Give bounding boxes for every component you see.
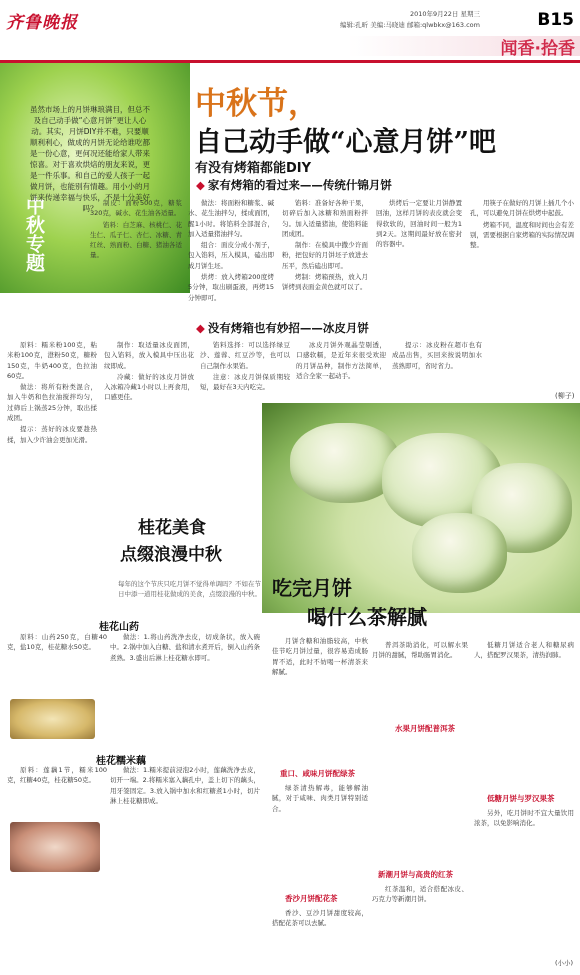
- paragraph: 做法：将面粉和糖浆、碱水、花生油拌匀，揉成面团，醒1小时。将馅料全部混合，加入适量猪油拌匀。: [188, 199, 274, 238]
- section-a-col4: [376, 198, 462, 318]
- lotus-root-photo: [10, 822, 100, 872]
- tea-title-line1: 吃完月饼: [272, 576, 352, 600]
- recipe1-steps: [110, 632, 260, 742]
- tea-head-puer: 水果月饼配普洱茶: [395, 724, 455, 733]
- newspaper-logo: 齐鲁晚报: [6, 13, 78, 33]
- page-number: B15: [500, 10, 574, 32]
- mooncake-icon: [412, 513, 507, 593]
- paragraph: 提示：蒸好的冰皮要趁热揉，加入少许油会更加光滑。: [7, 425, 97, 444]
- paragraph: 制作：在模具中撒少许面粉，把包好的月饼坯子放进去压平，然后磕出即可。: [282, 241, 368, 270]
- issue-staff: 编辑:孔昕 美编:马晓迪 邮箱:qlwbkx@163.com: [339, 21, 480, 29]
- tea-title-line2: 喝什么茶解腻: [307, 605, 427, 629]
- recipe1-title: 桂花山药: [99, 622, 139, 633]
- paragraph: 烤箱不同，温度和时间也会有差别，需要根据自家烤箱的实际情况调整。: [470, 220, 574, 250]
- osmanthus-title-line2: 点缀浪漫中秋: [120, 545, 222, 565]
- recipe2-steps: [110, 765, 260, 955]
- paragraph: 做法：1.将山药洗净去皮，切成条状，放入碗中。2.锅中加入白糖、盐和清水煮开后，倒入山药条煮熟。3.盛出后淋上桂花糖水即可。: [110, 633, 260, 662]
- recipe1-ingredients: [7, 632, 107, 702]
- paragraph: 原料：糯米粉100克，粘米粉100克，澄粉50克，糖粉150克，牛奶400克，色拉油60克。: [7, 341, 97, 380]
- paragraph: 用筷子在做好的月饼上插几个小孔，可以避免月饼在烘烤中起鼓。: [470, 199, 574, 218]
- paragraph: 制皮：面粉500克，糖浆320克，碱水、花生油各适量。: [90, 199, 182, 218]
- issue-meta: [180, 9, 480, 31]
- section-b-col3: [200, 340, 290, 400]
- paragraph: 馅料：白芝麻、核桃仁、花生仁、瓜子仁、杏仁、冰糖、青红丝、熟面粉、白糖、猪油各适量。: [90, 220, 182, 260]
- paragraph: 馅料选择：可以选择绿豆沙、莲蓉、红豆沙等，也可以自己制作水果馅。: [200, 341, 290, 370]
- tea-col1b: [272, 908, 368, 958]
- paragraph: 馅料：准备好各种干果，切碎后加入冰糖和熟面粉拌匀。加入适量猪油，使馅料能团成团。: [282, 199, 368, 238]
- paragraph: 制作：取适量冰皮面团，包入馅料，放入模具中压出花纹即成。: [104, 341, 194, 370]
- section-b-col5: [392, 340, 482, 400]
- section-a-col5: [470, 198, 574, 318]
- paragraph: 烘烤后一定要让月饼静置回油，这样月饼的表皮就会变得软软的，回油时间一般为1到2天。这期间最好放在密封的容器中。: [376, 199, 462, 249]
- yam-dish-photo: [10, 699, 95, 739]
- hero-intro: 虽然市场上的月饼琳琅满目，但总不及自己动手做“心意月饼”更让人心动。其实，月饼DIY并不难，只要顺顺利利心，做成的月饼无论给谁吃都是一份心意，更何况还能给家人带来惊喜。对于喜欢烘焙的朋友来说，更是一件乐事。和自己的爱人孩子一起做月饼，也能别有情趣。用小小的月饼来传递幸福与快乐，不是十分美好吗？: [30, 105, 150, 213]
- paragraph: 香沙、豆沙月饼甜度较高，搭配花茶可以去腻。: [272, 909, 368, 928]
- paragraph: 冷藏：做好的冰皮月饼放入冰箱冷藏1小时以上再食用，口感更佳。: [104, 372, 194, 402]
- tea-head-green: 重口、咸味月饼配绿茶: [280, 769, 355, 778]
- tea-col1: [272, 783, 368, 863]
- section-a-col1: [90, 198, 182, 318]
- tea-col2: [372, 640, 468, 720]
- section-a-title: 家有烤箱的看过来——传统什锦月饼: [207, 178, 392, 192]
- section-b-col1: [7, 340, 97, 500]
- issue-date: 2010年9月22日 星期三: [409, 10, 480, 18]
- tea-col3b: [474, 808, 574, 953]
- tea-col3: [474, 640, 574, 790]
- paragraph: 提示：冰皮粉在超市也有成品出售，买回来按说明加水蒸熟即可，省时省力。: [392, 341, 482, 370]
- author-credit: (柳子): [555, 392, 575, 400]
- section-b-title: 没有烤箱也有妙招——冰皮月饼: [207, 321, 369, 335]
- paragraph: 做法：1.糯米提前浸泡2小时，莲藕洗净去皮，切开一端。2.将糯米塞入藕孔中，盖上切下的藕头，用牙签固定。3.放入锅中加水和红糖煮1小时，切片淋上桂花糖即成。: [110, 766, 260, 805]
- osmanthus-title-line1: 桂花美食: [138, 518, 206, 538]
- section-b-col4: [296, 340, 386, 400]
- paragraph: 月饼含糖和油脂较高，中秋佳节吃月饼过量，很容易造成肠胃不适，此时不妨喝一杯清茶来解腻。: [272, 637, 368, 676]
- topic-banner: 中秋专题: [23, 196, 45, 272]
- paragraph: 低糖月饼适合老人和糖尿病人，搭配罗汉果茶，清热润肺。: [474, 641, 574, 660]
- headline-line2: 自己动手做“心意月饼”吧: [195, 127, 497, 158]
- headline-subtitle: 有没有烤箱都能DIY: [195, 161, 312, 176]
- author-credit: (小小): [555, 959, 574, 967]
- section-a-col2: [188, 198, 274, 318]
- paragraph: 组合：面皮分成小剂子，包入馅料，压入模具，磕出即成月饼生坯。: [188, 241, 274, 270]
- tea-head-scented: 香沙月饼配花茶: [285, 894, 338, 903]
- osmanthus-intro: 每年的这个节庆只吃月饼不觉得单调吗？不如在节日中添一道用桂花做成的美食，点缀浪漫的中秋。: [118, 580, 261, 599]
- section-name: 闻香·拾香: [500, 39, 575, 59]
- paragraph: 原料：山药250克，白糖40克，盐10克，桂花糖水50克。: [7, 633, 107, 652]
- paragraph: 做法：将所有粉类混合，加入牛奶和色拉油搅拌均匀，过筛后上锅蒸25分钟，取出揉成团。: [7, 383, 97, 423]
- bullet-icon: ◆: [196, 321, 205, 335]
- headline-line1: 中秋节，: [195, 86, 319, 122]
- paragraph: 烘烤：放入烤箱200度烤5分钟，取出刷蛋液，再烤15分钟即可。: [188, 273, 274, 302]
- section-b-head: [196, 320, 369, 336]
- tea-head-luohan: 低糖月饼与罗汉果茶: [487, 794, 555, 803]
- section-a-col3: [282, 198, 368, 318]
- paragraph: 注意：冰皮月饼保质期较短，最好在3天内吃完。: [200, 372, 290, 392]
- paragraph: 普洱茶助消化，可以解水果月饼的甜腻，帮助肠胃消化。: [372, 641, 468, 660]
- paragraph: 绿茶清热解毒，能够解油腻，对于咸味、肉类月饼特别适合。: [272, 784, 368, 813]
- recipe2-title: 桂花糯米藕: [96, 756, 146, 767]
- section-a-head: [196, 177, 392, 193]
- section-b-col2: [104, 340, 194, 500]
- paragraph: 冰皮月饼外观晶莹剔透，口感软糯，是近年来很受欢迎的月饼品种，制作方法简单，适合全家一起动手。: [296, 341, 386, 380]
- paragraph: 红茶温和，适合搭配冰皮、巧克力等新潮月饼。: [372, 885, 468, 904]
- tea-head-black: 新潮月饼与高贵的红茶: [378, 870, 453, 879]
- tea-col2b: [372, 884, 468, 954]
- bullet-icon: ◆: [196, 178, 205, 192]
- tea-intro: [272, 636, 368, 756]
- paragraph: 烤制：烤箱预热，放入月饼烤到表面金黄色就可以了。: [282, 273, 368, 292]
- paragraph: 原料：莲藕1节，糯米100克，红糖40克，桂花糖50克。: [7, 766, 107, 785]
- paragraph: 另外，吃月饼时不宜大量饮用浓茶，以免影响消化。: [474, 809, 574, 828]
